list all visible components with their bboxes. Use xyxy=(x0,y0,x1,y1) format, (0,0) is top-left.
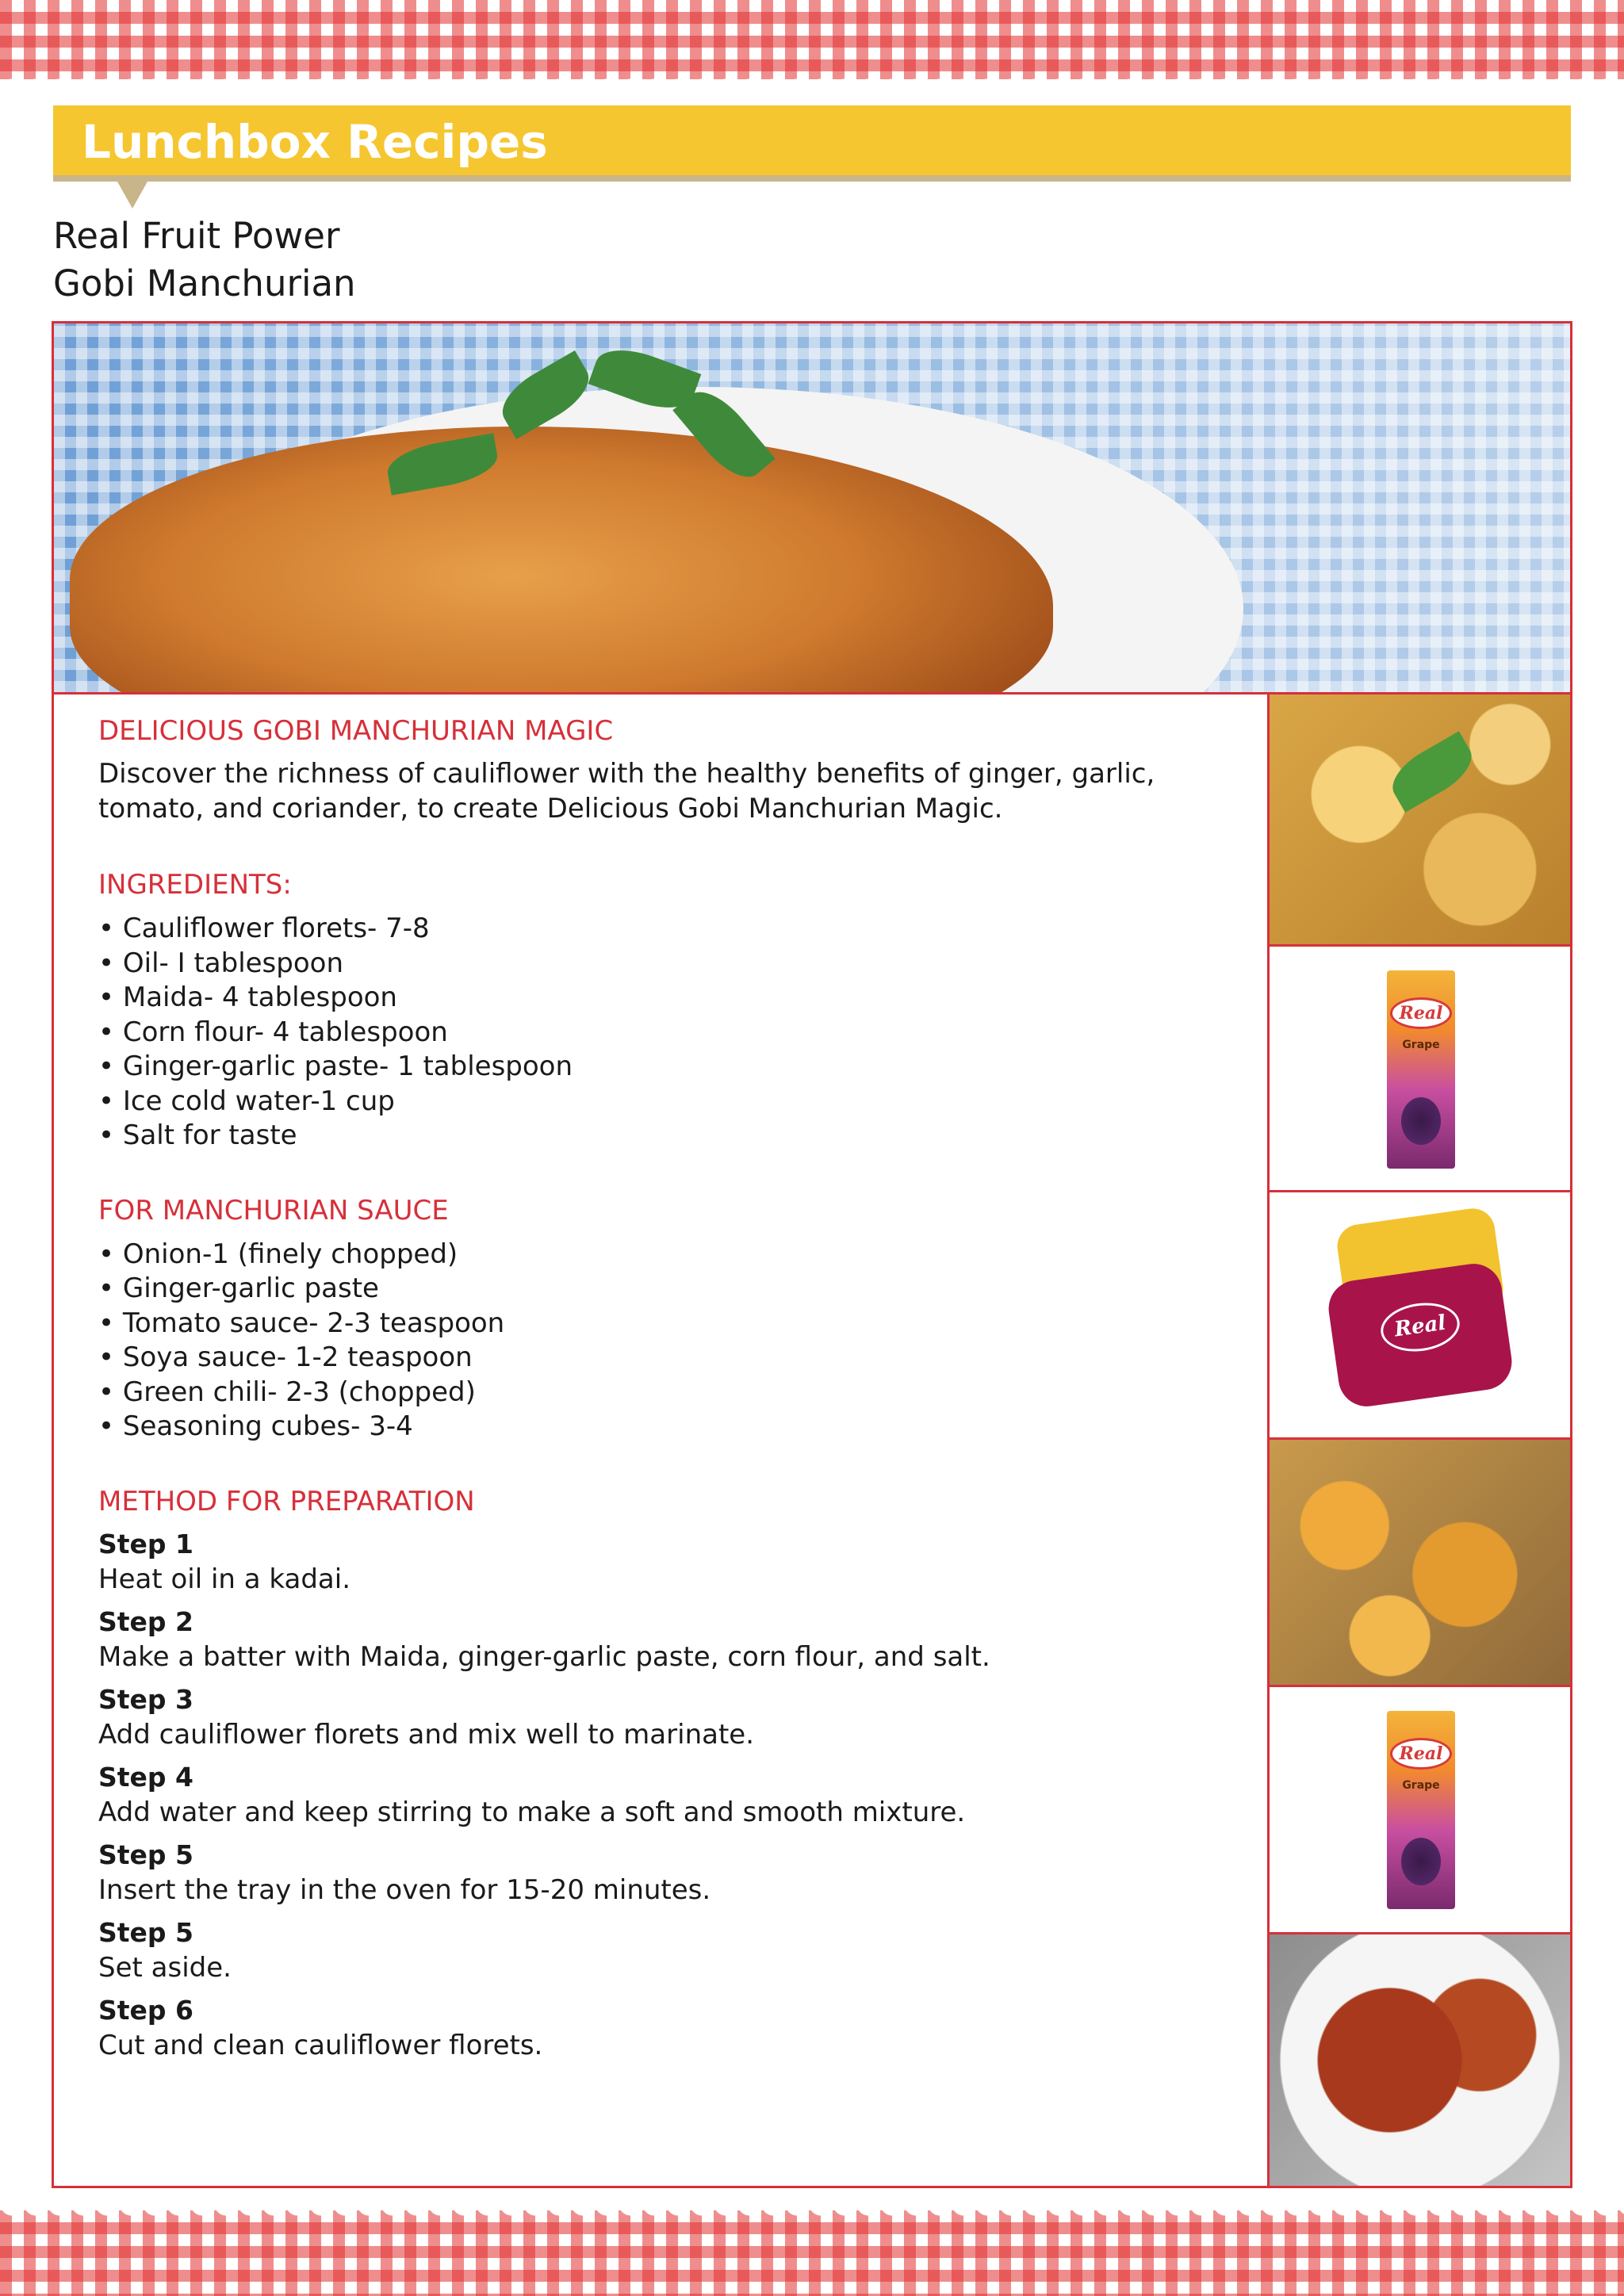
list-item: • Salt for taste xyxy=(98,1119,1256,1154)
recipe-title-line2: Gobi Manchurian xyxy=(53,262,356,304)
step-item xyxy=(98,1993,1256,2063)
gobi-dish-image xyxy=(1270,1440,1570,1687)
list-item: • Corn flour- 4 tablespoon xyxy=(98,1016,1256,1050)
lunchbox xyxy=(1333,1216,1507,1406)
gingham-border-top xyxy=(0,0,1624,79)
step-label: Step 2 xyxy=(98,1605,193,1637)
real-logo: Real xyxy=(1390,1738,1452,1770)
step-label: Step 5 xyxy=(98,1839,193,1870)
recipe-title xyxy=(53,212,356,308)
manchurian-dish-image xyxy=(1270,1934,1570,2186)
list-item: • Maida- 4 tablespoon xyxy=(98,981,1256,1016)
step-item xyxy=(98,1605,1256,1674)
gingham-border-bottom xyxy=(0,2210,1624,2296)
step-item xyxy=(98,1760,1256,1830)
juice-pack xyxy=(1387,1711,1455,1909)
lunchbox-image xyxy=(1270,1192,1570,1440)
recipe-content xyxy=(98,714,1256,2063)
step-item xyxy=(98,1838,1256,1908)
list-item: • Seasoning cubes- 3-4 xyxy=(98,1410,1256,1445)
step-label: Step 6 xyxy=(98,1994,193,2026)
list-item: • Tomato sauce- 2-3 teaspoon xyxy=(98,1307,1256,1341)
scallop-edge-bottom xyxy=(0,2204,1624,2221)
ingredients-list xyxy=(98,912,1256,1154)
method-steps xyxy=(98,1527,1256,2063)
cauliflower-image xyxy=(1270,695,1570,947)
grapes-icon xyxy=(1401,1838,1441,1885)
side-image-column xyxy=(1267,695,1570,2186)
scallop-edge-top xyxy=(0,73,1624,90)
intro-text: Discover the richness of cauliflower with the healthy benefits of ginger, garlic, tomato, and coriander, to create Delicious Gobi Manchurian Magic. xyxy=(98,758,1155,825)
sauce-heading: FOR MANCHURIAN SAUCE xyxy=(98,1194,449,1226)
banner-title: Lunchbox Recipes xyxy=(82,115,548,169)
list-item: • Ice cold water-1 cup xyxy=(98,1085,1256,1119)
step-text: Add water and keep stirring to make a soft and smooth mixture. xyxy=(98,1796,966,1828)
real-logo: Real xyxy=(1390,997,1452,1029)
coriander-leaf-icon xyxy=(1384,731,1481,813)
method-heading: METHOD FOR PREPARATION xyxy=(98,1485,475,1517)
step-text: Cut and clean cauliflower florets. xyxy=(98,2029,543,2061)
step-text: Make a batter with Maida, ginger-garlic paste, corn flour, and salt. xyxy=(98,1640,990,1673)
step-label: Step 1 xyxy=(98,1528,193,1559)
step-label: Step 5 xyxy=(98,1916,193,1948)
real-logo: Real xyxy=(1377,1298,1462,1356)
banner-pointer xyxy=(117,182,147,209)
juice-flavor-label: Grape xyxy=(1402,1779,1440,1792)
list-item: • Oil- I tablespoon xyxy=(98,947,1256,982)
list-item: • Cauliflower florets- 7-8 xyxy=(98,912,1256,947)
step-label: Step 4 xyxy=(98,1761,193,1793)
list-item: • Onion-1 (finely chopped) xyxy=(98,1238,1256,1272)
step-text: Insert the tray in the oven for 15-20 minutes. xyxy=(98,1873,711,1906)
list-item: • Ginger-garlic paste xyxy=(98,1272,1256,1307)
intro-heading: DELICIOUS GOBI MANCHURIAN MAGIC xyxy=(98,715,614,747)
ingredients-heading: INGREDIENTS: xyxy=(98,869,292,901)
grapes-icon xyxy=(1401,1097,1441,1145)
step-text: Add cauliflower florets and mix well to marinate. xyxy=(98,1718,755,1751)
list-item: • Green chili- 2-3 (chopped) xyxy=(98,1376,1256,1410)
header-banner xyxy=(53,105,1571,182)
step-text: Heat oil in a kadai. xyxy=(98,1563,351,1595)
recipe-title-line1: Real Fruit Power xyxy=(53,215,340,257)
sauce-list xyxy=(98,1238,1256,1445)
hero-food-image xyxy=(54,323,1570,695)
step-label: Step 3 xyxy=(98,1683,193,1715)
step-item xyxy=(98,1682,1256,1752)
juice-pack-image-2 xyxy=(1270,1687,1570,1934)
step-text: Set aside. xyxy=(98,1951,232,1984)
juice-flavor-label: Grape xyxy=(1402,1039,1440,1051)
juice-pack xyxy=(1387,970,1455,1169)
list-item: • Soya sauce- 1-2 teaspoon xyxy=(98,1341,1256,1376)
step-item xyxy=(98,1915,1256,1985)
list-item: • Ginger-garlic paste- 1 tablespoon xyxy=(98,1050,1256,1085)
juice-pack-image xyxy=(1270,947,1570,1192)
step-item xyxy=(98,1527,1256,1597)
